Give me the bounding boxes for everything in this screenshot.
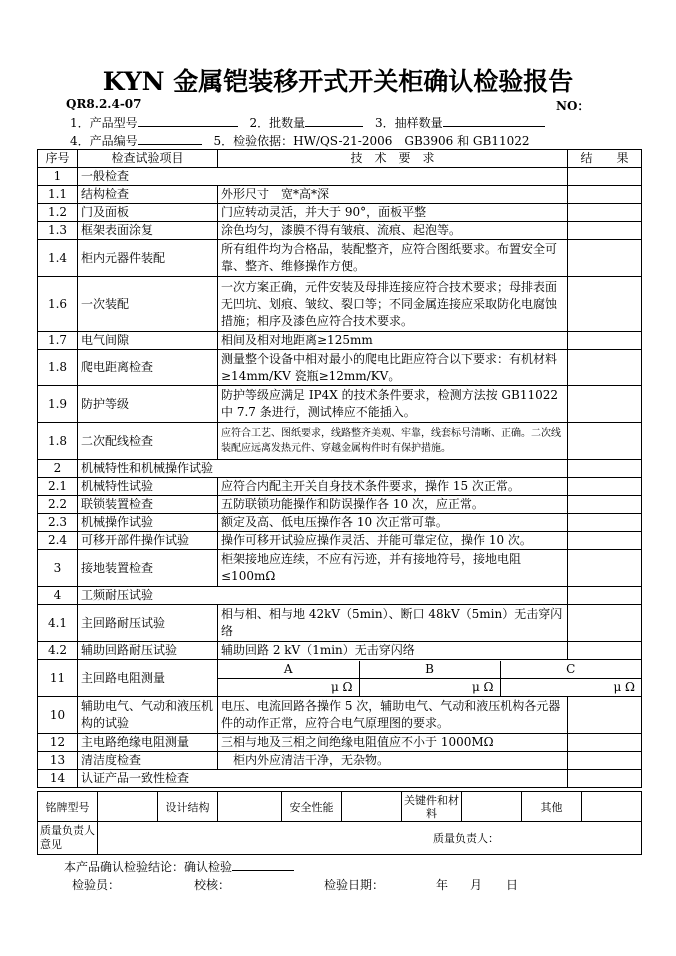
inspection-date-label: 检验日期： — [324, 878, 385, 892]
conclusion-label: 本产品确认检验结论：确认检验 — [64, 860, 233, 874]
conformity-other-value[interactable] — [582, 792, 642, 822]
table-row — [38, 532, 642, 550]
row-seq: 1.4 — [38, 240, 78, 277]
row-seq: 3 — [38, 550, 78, 587]
quality-opinion-label: 质量负责人意见 — [38, 822, 98, 855]
row-req: 涂色均匀，漆膜不得有皱痕、流痕、起泡等。 — [218, 222, 568, 240]
row-seq: 2.2 — [38, 496, 78, 514]
row-req: 五防联锁功能操作和防误操作各 10 次，应正常。 — [218, 496, 568, 514]
row-result[interactable] — [568, 423, 642, 460]
row-result[interactable] — [568, 386, 642, 423]
batch-qty-field[interactable] — [305, 114, 363, 127]
row-result[interactable] — [568, 550, 642, 587]
row-item: 柜内元器件装配 — [78, 240, 218, 277]
table-row — [38, 496, 642, 514]
row-seq: 1.9 — [38, 386, 78, 423]
phase-c-label: C — [500, 661, 641, 679]
row-seq: 1 — [38, 168, 78, 186]
row-seq: 4 — [38, 587, 78, 605]
row-result[interactable] — [568, 496, 642, 514]
row-seq: 1.7 — [38, 332, 78, 350]
row-seq: 1.1 — [38, 186, 78, 204]
row-result[interactable] — [568, 642, 642, 660]
conclusion-line — [64, 858, 294, 875]
row-result[interactable] — [568, 168, 642, 186]
row-req: 应符合工艺、图纸要求，线路整齐美观、牢靠，线套标号清晰、正确。二次线装配应远离发热元件、穿越金属构件时有保护措施。 — [218, 423, 568, 460]
row-result[interactable] — [568, 478, 642, 496]
batch-qty-label: 2．批数量 — [249, 116, 306, 130]
row-req: 辅助回路 2 kV（1min）无击穿闪络 — [218, 642, 568, 660]
table-row — [38, 478, 642, 496]
row-req: 操作可移开试验应操作灵活、并能可靠定位，操作 10 次。 — [218, 532, 568, 550]
row-result[interactable] — [568, 734, 642, 752]
inspector-label: 检验员： — [72, 878, 121, 892]
row-seq: 1.8 — [38, 350, 78, 386]
row-item: 主回路耐压试验 — [78, 605, 218, 642]
row-item: 电气间隙 — [78, 332, 218, 350]
table-row — [38, 186, 642, 204]
document-title: KYN 金属铠装移开式开关柜确认检验报告 — [102, 67, 574, 96]
row-item: 二次配线检查 — [78, 423, 218, 460]
header-req: 技 术 要 求 — [218, 150, 568, 168]
row-seq: 13 — [38, 752, 78, 770]
date-year: 年 — [436, 878, 449, 892]
conformity-nameplate-value[interactable] — [98, 792, 158, 822]
row-req: 防护等级应满足 IP4X 的技术条件要求，检测方法按 GB11022 中 7.7 条进行，测试棒应不能插入。 — [218, 386, 568, 423]
row-item: 一般检查 — [78, 168, 568, 186]
row-item: 认证产品一致性检查 — [78, 770, 568, 788]
row-item: 框架表面涂复 — [78, 222, 218, 240]
row-item: 机械操作试验 — [78, 514, 218, 532]
row-result[interactable] — [568, 240, 642, 277]
row-req: 柜内外应清洁干净，无杂物。 — [218, 752, 568, 770]
table-row — [38, 240, 642, 277]
conformity-nameplate-label: 铭牌型号 — [38, 792, 98, 822]
row-item: 工频耐压试验 — [78, 587, 568, 605]
conformity-keyparts-label: 关键件和材料 — [402, 792, 462, 822]
row-seq: 14 — [38, 770, 78, 788]
conformity-keyparts-value[interactable] — [462, 792, 522, 822]
table-header — [38, 150, 642, 168]
phase-b-label: B — [359, 661, 500, 679]
row-seq: 2.3 — [38, 514, 78, 532]
row-item: 可移开部件操作试验 — [78, 532, 218, 550]
row-item: 门及面板 — [78, 204, 218, 222]
table-row-resistance — [38, 660, 642, 697]
table-row — [38, 770, 642, 788]
row-seq: 1.3 — [38, 222, 78, 240]
row-item: 机械特性和机械操作试验 — [78, 460, 568, 478]
resistance-grid — [218, 660, 642, 697]
product-no-label: 4．产品编号 — [70, 134, 138, 148]
row-result[interactable] — [568, 186, 642, 204]
row-item: 接地装置检查 — [78, 550, 218, 587]
row-result[interactable] — [568, 350, 642, 386]
row-req: 应符合内配主开关自身技术条件要求，操作 15 次正常。 — [218, 478, 568, 496]
row-seq: 11 — [38, 660, 78, 697]
meta-line-2 — [70, 132, 530, 149]
quality-signer[interactable]: 质量负责人： — [98, 822, 642, 855]
row-req: 所有组件均为合格品，装配整齐，应符合图纸要求。布置安全可靠、整齐、维修操作方便。 — [218, 240, 568, 277]
row-result[interactable] — [568, 332, 642, 350]
table-row — [38, 168, 642, 186]
row-item: 结构检查 — [78, 186, 218, 204]
table-row — [38, 587, 642, 605]
date-month: 月 — [470, 878, 483, 892]
table-row — [38, 222, 642, 240]
row-seq: 4.2 — [38, 642, 78, 660]
table-row — [38, 752, 642, 770]
header-result: 结 果 — [568, 150, 642, 168]
table-row — [38, 204, 642, 222]
product-model-label: 1．产品型号 — [70, 116, 138, 130]
row-result[interactable] — [568, 697, 642, 734]
row-result[interactable] — [568, 605, 642, 642]
row-item: 主电路绝缘电阻测量 — [78, 734, 218, 752]
row-item: 爬电距离检查 — [78, 350, 218, 386]
row-req: 电压、电流回路各操作 5 次，辅助电气、气动和液压机构各元器件的动作正常，应符合电气原理图的要求。 — [218, 697, 568, 734]
table-row — [38, 277, 642, 332]
conformity-safety-label: 安全性能 — [282, 792, 342, 822]
row-seq: 10 — [38, 697, 78, 734]
row-item: 机械特性试验 — [78, 478, 218, 496]
conformity-other-label: 其他 — [522, 792, 582, 822]
row-req: 相与相、相与地 42kV（5min）、断口 48kV（5min）无击穿闪络 — [218, 605, 568, 642]
row-item: 一次装配 — [78, 277, 218, 332]
table-row — [38, 734, 642, 752]
row-item: 辅助回路耐压试验 — [78, 642, 218, 660]
table-row — [38, 423, 642, 460]
table-row — [38, 332, 642, 350]
row-seq: 12 — [38, 734, 78, 752]
row-seq: 1.6 — [38, 277, 78, 332]
table-row — [38, 697, 642, 734]
row-seq: 4.1 — [38, 605, 78, 642]
row-req: 柜架接地应连续，不应有污迹，并有接地符号，接地电阻≤100mΩ — [218, 550, 568, 587]
product-no-field[interactable] — [138, 132, 202, 145]
product-model-field[interactable] — [138, 114, 238, 127]
phase-b-value[interactable]: μ Ω — [359, 678, 500, 696]
row-item: 清洁度检查 — [78, 752, 218, 770]
header-item: 检查试验项目 — [78, 150, 218, 168]
checker-label: 校核： — [194, 878, 231, 892]
sample-qty-field[interactable] — [443, 114, 545, 127]
phase-a-label: A — [218, 661, 359, 679]
row-result[interactable] — [568, 277, 642, 332]
row-result[interactable] — [568, 752, 642, 770]
row-result[interactable] — [568, 587, 642, 605]
row-result[interactable] — [568, 222, 642, 240]
table-row — [38, 550, 642, 587]
doc-number-label: NO： — [556, 99, 590, 113]
conformity-design-value[interactable] — [218, 792, 282, 822]
row-seq: 2.1 — [38, 478, 78, 496]
sample-qty-label: 3．抽样数量 — [374, 116, 443, 130]
table-row — [38, 460, 642, 478]
row-seq: 1.8 — [38, 423, 78, 460]
table-row — [38, 642, 642, 660]
row-req: 测量整个设备中相对最小的爬电比距应符合以下要求：有机材料≥14mm/KV 瓷瓶≥12mm/KV。 — [218, 350, 568, 386]
row-result[interactable] — [568, 514, 642, 532]
row-req: 一次方案正确，元件安装及母排连接应符合技术要求；母排表面无凹坑、划痕、皱纹、裂口等；不同金属连接应采取防化电腐蚀措施；相序及漆色应符合技术要求。 — [218, 277, 568, 332]
row-result[interactable] — [568, 532, 642, 550]
row-result[interactable] — [568, 460, 642, 478]
conformity-safety-value[interactable] — [342, 792, 402, 822]
phase-c-value[interactable]: μ Ω — [613, 679, 635, 694]
doc-code: QR8.2.4-07 — [66, 97, 142, 111]
table-row — [38, 605, 642, 642]
inspection-basis: 5．检验依据：HW/QS-21-2006 GB3906 和 GB11022 — [213, 134, 530, 148]
row-req: 相间及相对地距离≥125mm — [218, 332, 568, 350]
row-seq: 2 — [38, 460, 78, 478]
row-item: 联锁装置检查 — [78, 496, 218, 514]
conclusion-field[interactable] — [232, 858, 294, 871]
table-row — [38, 350, 642, 386]
row-item: 防护等级 — [78, 386, 218, 423]
meta-line-1 — [70, 114, 545, 131]
row-seq: 1.2 — [38, 204, 78, 222]
row-result[interactable] — [568, 204, 642, 222]
header-seq: 序号 — [38, 150, 78, 168]
conformity-design-label: 设计结构 — [158, 792, 218, 822]
table-row — [38, 386, 642, 423]
row-item: 辅助电气、气动和液压机构的试验 — [78, 697, 218, 734]
table-row — [38, 514, 642, 532]
row-seq: 2.4 — [38, 532, 78, 550]
phase-a-value[interactable]: μ Ω — [218, 678, 359, 696]
row-item: 主回路电阻测量 — [78, 660, 218, 697]
row-result[interactable] — [568, 770, 642, 788]
conformity-table — [37, 791, 642, 855]
row-req: 额定及高、低电压操作各 10 次正常可靠。 — [218, 514, 568, 532]
date-day: 日 — [506, 878, 519, 892]
row-req: 外形尺寸 宽*高*深 — [218, 186, 568, 204]
row-req: 门应转动灵活，并大于 90°，面板平整 — [218, 204, 568, 222]
inspection-table — [37, 149, 642, 788]
row-req: 三相与地及三相之间绝缘电阻值应不小于 1000MΩ — [218, 734, 568, 752]
